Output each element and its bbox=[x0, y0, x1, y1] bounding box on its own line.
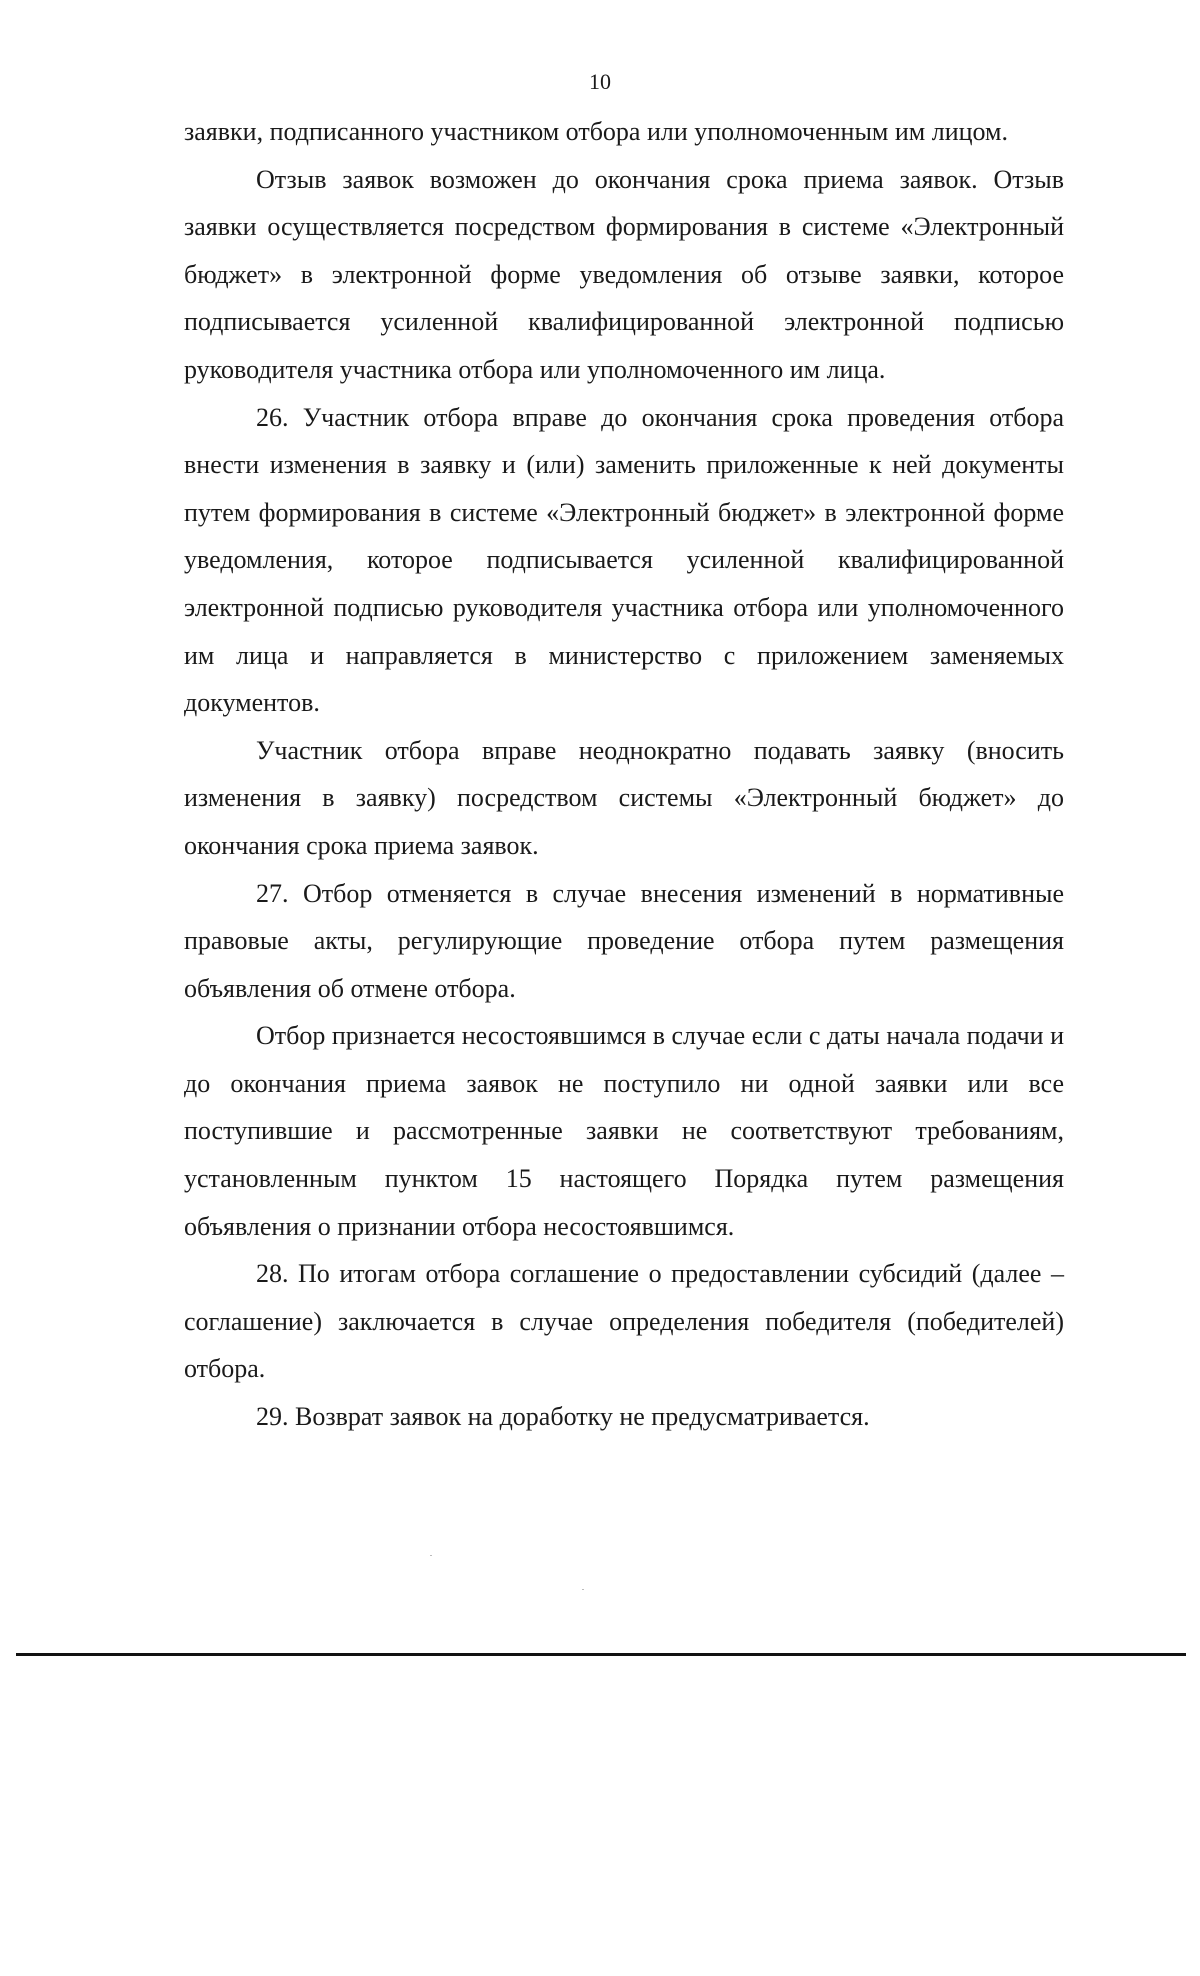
document-body bbox=[184, 108, 1064, 1441]
paragraph-item-27: 27. Отбор отменяется в случае внесения изменений в нормативные правовые акты, регулирующие проведение отбора путем размещения объявления об отмене отбора. bbox=[184, 878, 1064, 1003]
page-number: 10 bbox=[589, 69, 611, 94]
bottom-divider-line bbox=[16, 1653, 1186, 1656]
paragraph-item-29: 29. Возврат заявок на доработку не предусматривается. bbox=[256, 1402, 870, 1432]
paragraph-item-28: 28. По итогам отбора соглашение о предоставлении субсидий (далее – соглашение) заключается в случае определения победителя (победителей) отбора. bbox=[184, 1259, 1064, 1384]
scan-speck bbox=[430, 1555, 432, 1556]
paragraph-repeated-submission: Участник отбора вправе неоднократно подавать заявку (вносить изменения в заявку) посредством системы «Электронный бюджет» до окончания срока приема заявок. bbox=[184, 735, 1064, 860]
paragraph-item-26: 26. Участник отбора вправе до окончания срока проведения отбора внести изменения в заявку и (или) заменить приложенные к ней документы путем формирования в системе «Электронный бюджет» в электронной форме уведомления, которое подписывается усиленной квалифицированной электронной подписью руководителя участника отбора или уполномоченного им лица и направляется в министерство с приложением заменяемых документов. bbox=[184, 402, 1064, 718]
paragraph-failed-selection: Отбор признается несостоявшимся в случае если с даты начала подачи и до окончания приема заявок не поступило ни одной заявки или все поступившие и рассмотренные заявки не соответствуют требованиям, установленным пунктом 15 настоящего Порядка путем размещения объявления о признании отбора несостоявшимся. bbox=[184, 1021, 1064, 1241]
scan-speck bbox=[582, 1589, 584, 1590]
paragraph-withdrawal: Отзыв заявок возможен до окончания срока приема заявок. Отзыв заявки осуществляется посредством формирования в системе «Электронный бюджет» в электронной форме уведомления об отзыве заявки, которое подписывается усиленной квалифицированной электронной подписью руководителя участника отбора или уполномоченного им лица. bbox=[184, 164, 1064, 384]
paragraph-continuation: заявки, подписанного участником отбора или уполномоченным им лицом. bbox=[184, 117, 1009, 146]
